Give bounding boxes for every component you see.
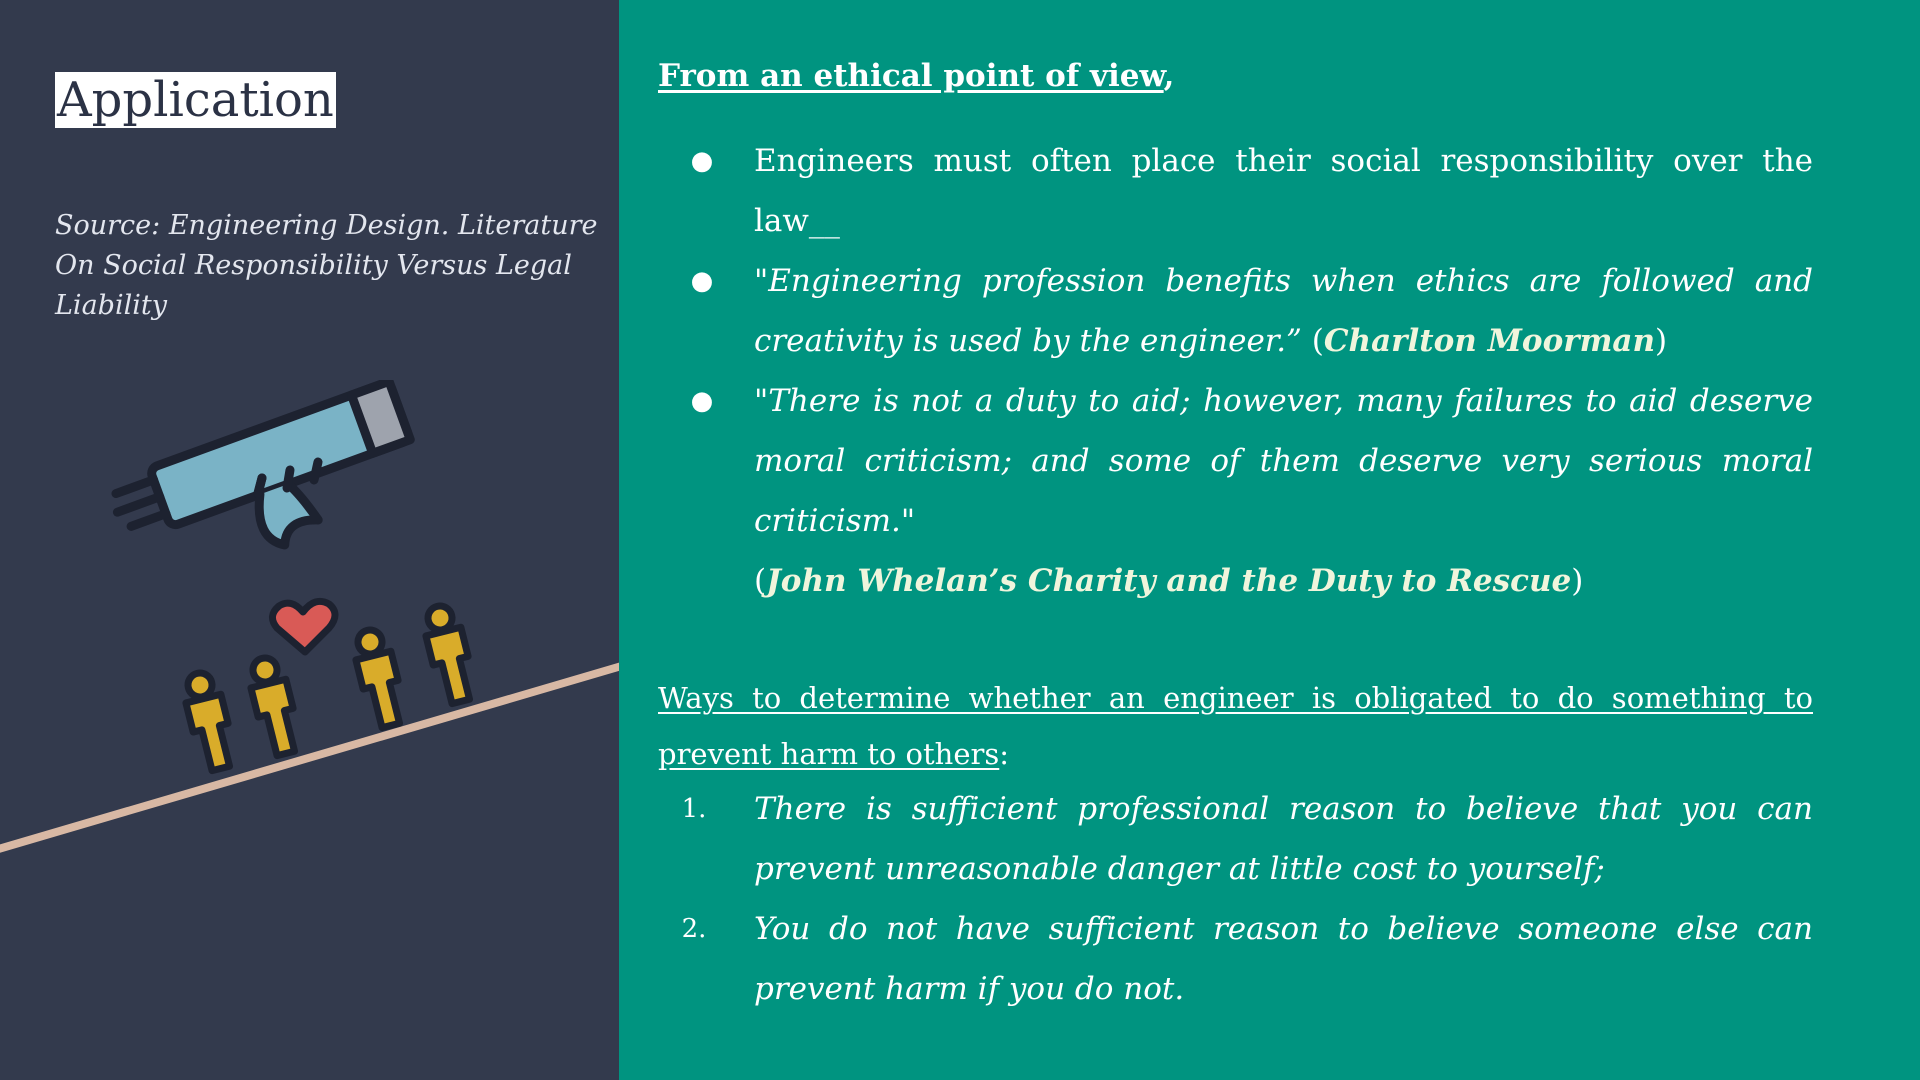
source-note: Source: Engineering Design. Literature On Social Responsibility Versus Legal Liability <box>55 210 598 321</box>
item-text: You do not have sufficient reason to believe someone else can prevent harm if you do not. <box>754 911 1813 1007</box>
bullet-icon: ● <box>690 146 714 176</box>
quote-text: "There is not a duty to aid; however, many failures to aid deserve moral criticism; and some of them deserve very serious moral criticism." <box>754 383 1813 539</box>
heading-punct: , <box>1163 58 1175 94</box>
item-text: There is sufficient professional reason to believe that you can prevent unreasonable danger at little cost to yourself; <box>754 791 1813 887</box>
list-item <box>658 251 1813 371</box>
slope-line <box>0 665 619 850</box>
right-panel <box>619 0 1920 1080</box>
section-heading-text: Ways to determine whether an engineer is obligated to do something to prevent harm to others <box>658 681 1813 771</box>
heading-punct: : <box>999 737 1010 771</box>
list-item <box>658 131 1813 251</box>
giving-hand-icon <box>107 381 429 594</box>
quote-text: "Engineering profession benefits when ethics are followed and creativity is used by the engineer.” <box>754 263 1813 359</box>
paren-close: ) <box>1571 563 1584 599</box>
quote-citation: John Whelan’s Charity and the Duty to Rescue <box>766 563 1572 599</box>
list-number: 2. <box>681 914 707 944</box>
citation-line <box>754 551 1813 611</box>
list-number: 1. <box>681 794 707 824</box>
ethics-bullet-list <box>658 131 1813 611</box>
section-heading-text: From an ethical point of view <box>658 58 1164 94</box>
paren-open: ( <box>1301 323 1324 359</box>
left-panel <box>0 0 619 1080</box>
quote-citation: Charlton Moorman <box>1323 323 1656 359</box>
heart-icon <box>272 601 335 652</box>
person-icon <box>350 626 409 730</box>
person-icon <box>180 669 239 773</box>
paren-open: ( <box>754 563 767 599</box>
list-item <box>658 779 1813 899</box>
section-heading-ethical <box>658 54 1174 98</box>
slide-title: Application <box>57 72 334 128</box>
list-item <box>658 371 1813 611</box>
obligation-numbered-list <box>658 779 1813 1019</box>
bullet-icon: ● <box>690 266 714 296</box>
person-icon <box>245 654 304 758</box>
list-item <box>658 899 1813 1019</box>
person-icon <box>420 602 479 706</box>
bullet-icon: ● <box>690 386 714 416</box>
paren-close: ) <box>1655 323 1668 359</box>
section-heading-obligation <box>658 670 1813 782</box>
bullet-text: Engineers must often place their social responsibility over the law__ <box>754 143 1813 239</box>
charity-illustration <box>0 380 619 860</box>
